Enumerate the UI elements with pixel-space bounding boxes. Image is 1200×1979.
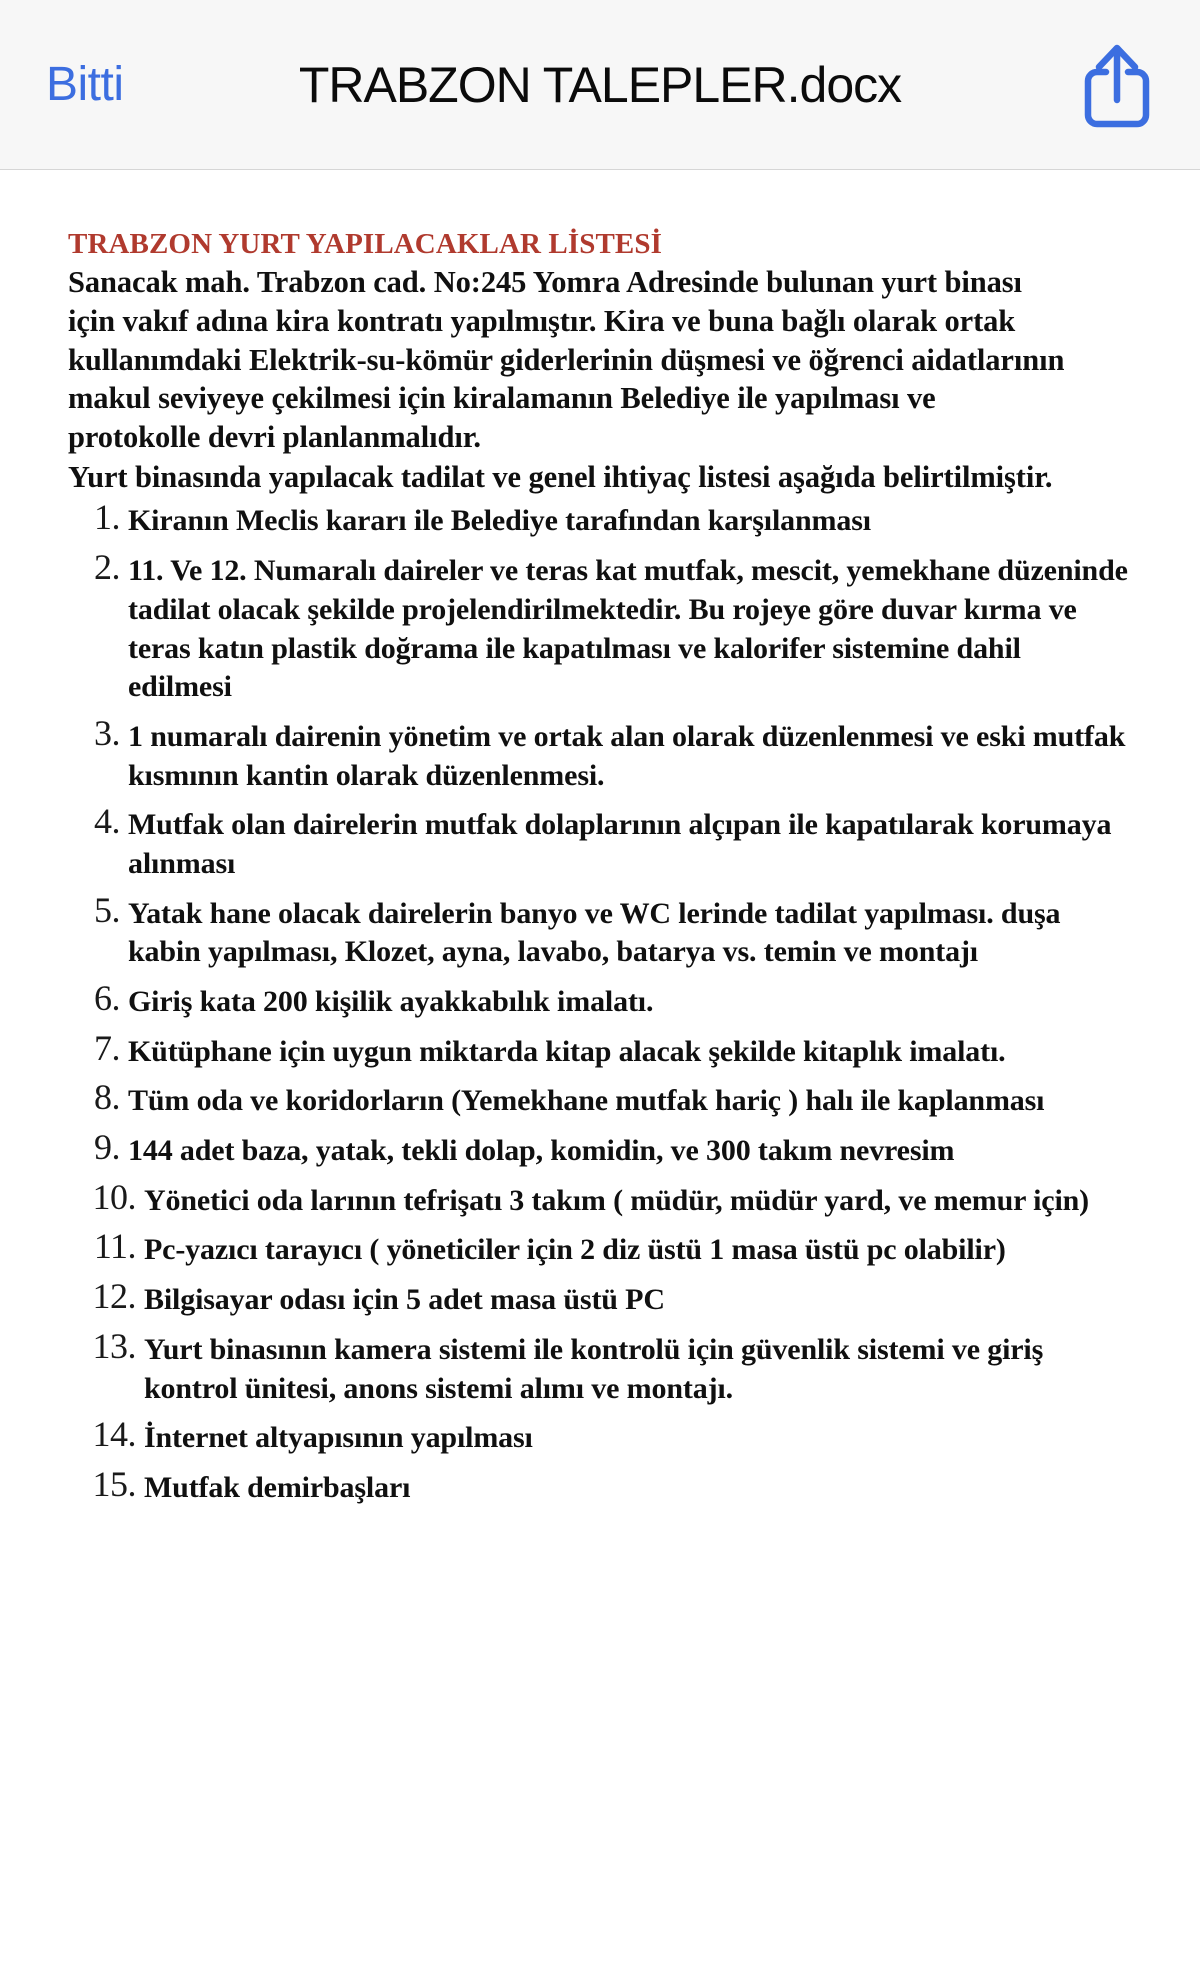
list-item (68, 806, 1128, 883)
document-heading: TRABZON YURT YAPILACAKLAR LİSTESİ (68, 228, 662, 260)
list-item-text: 1 numaralı dairenin yönetim ve ortak alan olarak düzenlenmesi ve eski mutfak kısmının kantin olarak düzenlenmesi. (128, 719, 1126, 792)
list-item-text: Yönetici oda larının tefrişatı 3 takım ( müdür, müdür yard, ve memur için) (144, 1183, 1090, 1217)
list-item (68, 1082, 1128, 1121)
document-lead-line: Yurt binasında yapılacak tadilat ve genel ihtiyaç listesi aşağıda belirtilmiştir. (68, 459, 1053, 494)
page-empty-space (68, 1519, 1128, 1949)
list-item-text: 144 adet baza, yatak, tekli dolap, komidin, ve 300 takım nevresim (128, 1134, 955, 1168)
list-item-text: 11. Ve 12. Numaralı daireler ve teras kat mutfak, mescit, yemekhane düzeninde tadilat olacak şekilde projelendirilmektedir. Bu rojeye göre duvar kırma ve teras katın plastik doğrama ile kapatılması ve kalorifer sistemine dahil edilmesi (128, 554, 1128, 704)
document-page (0, 170, 1200, 1979)
list-item (68, 895, 1128, 972)
list-item (68, 1419, 1128, 1458)
list-item (68, 1231, 1128, 1270)
list-item-text: Bilgisayar odası için 5 adet masa üstü PC (144, 1283, 665, 1317)
list-item (68, 1132, 1128, 1171)
list-item (68, 1331, 1128, 1408)
list-item (68, 1182, 1128, 1221)
list-item (68, 502, 1128, 541)
list-item-text: Giriş kata 200 kişilik ayakkabılık imalatı. (128, 985, 654, 1019)
list-item-text: Yatak hane olacak dairelerin banyo ve WC lerinde tadilat yapılması. duşa kabin yapılması, Klozet, ayna, lavabo, batarya vs. temin ve montajı (128, 896, 1061, 969)
list-item (68, 1469, 1128, 1508)
list-item-text: Yurt binasının kamera sistemi ile kontrolü için güvenlik sistemi ve giriş kontrol ünitesi, anons sistemi alımı ve montajı. (144, 1332, 1044, 1405)
list-item-text: Kiranın Meclis kararı ile Belediye tarafından karşılanması (128, 504, 871, 538)
list-item (68, 552, 1128, 707)
share-button[interactable] (1080, 39, 1154, 131)
list-item-text: İnternet altyapısının yapılması (144, 1421, 533, 1455)
requirements-list (68, 502, 1128, 1507)
list-item-text: Kütüphane için uygun miktarda kitap alacak şekilde kitaplık imalatı. (128, 1034, 1006, 1068)
intro-text: Sanacak mah. Trabzon cad. No:245 Yomra Adresinde bulunan yurt binası için vakıf adına kira kontratı yapılmıştır. Kira ve buna bağlı olarak ortak kullanımdaki Elektrik-su-kömür giderlerinin düşmesi ve öğrenci aidatlarının makul seviyeye çekilmesi için kiralamanın Belediye ile yapılması ve protokolle devri planlanmalıdır. (68, 265, 1065, 454)
list-item-text: Mutfak olan dairelerin mutfak dolaplarının alçıpan ile kapatılarak korumaya alınması (128, 808, 1112, 880)
list-item (68, 983, 1128, 1022)
done-button[interactable]: Bitti (46, 58, 124, 111)
page-title: TRABZON TALEPLER.docx (298, 56, 902, 113)
list-item-text: Pc-yazıcı tarayıcı ( yöneticiler için 2 diz üstü 1 masa üstü pc olabilir) (144, 1233, 1006, 1267)
document-intro-paragraph (68, 263, 1068, 457)
document-toolbar (0, 0, 1200, 170)
share-upload-icon (1084, 42, 1150, 128)
list-item (68, 718, 1128, 795)
list-item-text: Tüm oda ve koridorların (Yemekhane mutfak hariç ) halı ile kaplanması (128, 1084, 1045, 1118)
list-item (68, 1281, 1128, 1320)
list-item-text: Mutfak demirbaşları (144, 1470, 411, 1504)
list-item (68, 1033, 1128, 1072)
